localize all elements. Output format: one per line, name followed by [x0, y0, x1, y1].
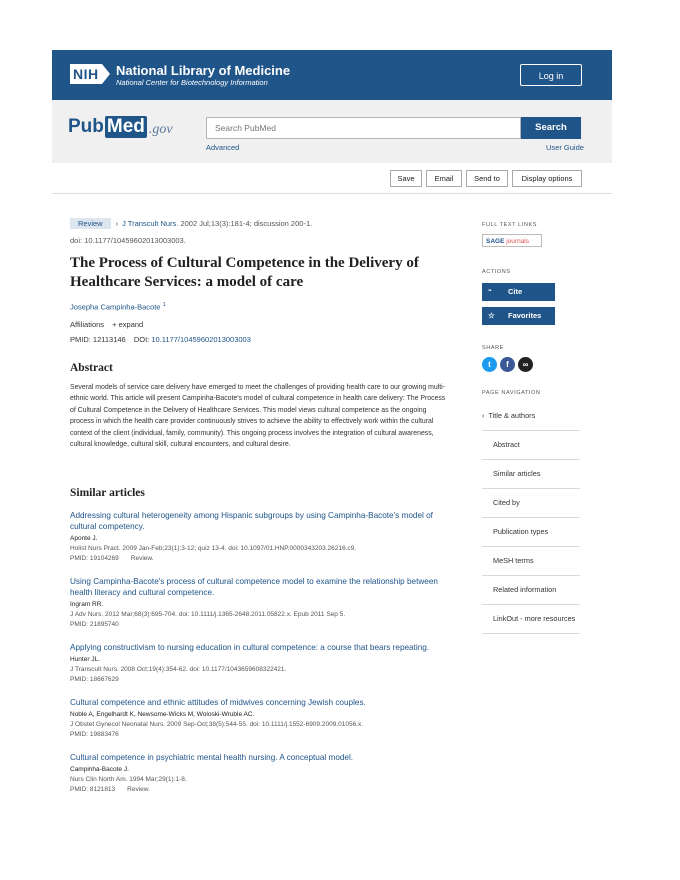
author-link[interactable] — [70, 302, 166, 312]
breadcrumb — [70, 218, 312, 229]
favorites-label: Favorites — [508, 311, 542, 320]
affiliations-row — [70, 320, 143, 329]
similar-article-authors: Ingram RR. — [70, 601, 104, 608]
login-button[interactable]: Log in — [520, 64, 582, 86]
nlm-wordmark[interactable] — [116, 63, 290, 88]
similar-article-authors: Aponte J. — [70, 535, 98, 542]
send-to-button[interactable]: Send to — [466, 170, 508, 187]
link-icon[interactable]: ∞ — [518, 357, 533, 372]
similar-article-tag: Review. — [130, 555, 154, 562]
nlm-header — [52, 50, 612, 100]
abstract-text: Several models of service care delivery have emerged to meet the challenges of providing health care to our growing multi-ethnic world. This article will present Campinha-Bacote's model of cultural competence in health care delivery: The Process of Cultural Competence in the Delivery of Healthcare Services. This model views cultural competence as the ongoing process in which the health care provider continuously strives to achieve the ability to effectively work within the cultural context of the client (individual, family, community). This ongoing process involves the integration of cultural awareness, cultural knowledge, cultural skill, cultural encounters, and cultural desire. — [70, 384, 446, 449]
share-buttons — [482, 357, 582, 372]
quote-icon: “ — [488, 287, 492, 296]
chevron-right-icon: › — [115, 219, 119, 228]
similar-articles-list — [70, 510, 455, 807]
similar-article-authors: Noble A, Engelhardt K, Newsome-Wicks M, Woloski-Wruble AC. — [70, 711, 255, 718]
citation-text: . 2002 Jul;13(3):181-4; discussion 200-1. — [176, 219, 313, 228]
author-name: Josepha Campinha-Bacote — [70, 302, 161, 312]
similar-article-authors: Hunter JL. — [70, 656, 100, 663]
doi-label: DOI: — [133, 335, 150, 344]
similar-article-title[interactable]: Cultural competence in psychiatric mental health nursing. A conceptual model. — [70, 753, 354, 762]
search-input[interactable]: Search PubMed — [206, 117, 521, 139]
doi-line: doi: 10.1177/10459602013003003. — [70, 236, 186, 245]
advanced-search-link[interactable]: Advanced — [206, 143, 240, 152]
similar-article-title[interactable]: Using Campinha-Bacote's process of cultural competence model to examine the relationship between health literacy and cultural competence. — [70, 577, 438, 597]
nav-abstract[interactable]: Abstract — [482, 431, 580, 460]
nih-logo[interactable] — [70, 64, 110, 84]
facebook-icon[interactable]: f — [500, 357, 515, 372]
similar-article-title[interactable]: Addressing cultural heterogeneity among Hispanic subgroups by using Campinha-Bacote's model of cultural competency. — [70, 511, 433, 531]
similar-article-title[interactable]: Cultural competence and ethnic attitudes of midwives concerning Jewish couples. — [70, 698, 366, 707]
right-sidebar — [482, 222, 582, 634]
nav-related-information[interactable]: Related information — [482, 576, 580, 605]
affiliations-label: Affiliations — [70, 320, 105, 329]
similar-article-pmid-row — [70, 675, 455, 685]
journal-link[interactable]: J Transcult Nurs — [122, 219, 177, 228]
doi-link[interactable]: 10.1177/10459602013003003 — [151, 335, 251, 344]
page-navigation-label: PAGE NAVIGATION — [482, 390, 541, 396]
similar-article — [70, 642, 455, 685]
expand-affiliations-button[interactable]: + expand — [112, 320, 144, 329]
identifiers-row — [70, 335, 251, 344]
nav-similar-articles[interactable]: Similar articles — [482, 460, 580, 489]
chevron-left-icon: ‹ — [482, 411, 485, 420]
nav-cited-by[interactable]: Cited by — [482, 489, 580, 518]
share-label: SHARE — [482, 345, 504, 351]
similar-article-source: Holist Nurs Pract. 2009 Jan-Feb;23(1):3-12; quiz 13-4. doi: 10.1097/01.HNP.0000343203.26216.c9. — [70, 545, 357, 552]
pubmed-logo[interactable] — [68, 116, 173, 138]
page-navigation — [482, 402, 582, 634]
pmid-label: PMID: 12113146 — [70, 335, 126, 344]
pubmed-search-bar — [52, 100, 612, 163]
similar-article-pmid: PMID: 8121813 — [70, 786, 116, 793]
full-text-links-label: FULL TEXT LINKS — [482, 222, 538, 228]
sage-journals-text: journals — [506, 238, 529, 245]
similar-article-title[interactable]: Applying constructivism to nursing education in cultural competence: a course that bears repeating. — [70, 643, 430, 652]
sage-brand: SAGE — [486, 238, 505, 245]
similar-article-pmid-row — [70, 785, 455, 795]
search-button[interactable]: Search — [521, 117, 581, 139]
nih-mark: NIH — [70, 64, 102, 84]
similar-article-source: J Transcult Nurs. 2008 Oct;19(4):354-62. doi: 10.1177/1043659608322421. — [70, 666, 287, 673]
sage-journals-link[interactable] — [482, 234, 542, 247]
abstract-heading: Abstract — [70, 362, 113, 374]
nav-publication-types[interactable]: Publication types — [482, 518, 580, 547]
nlm-title: National Library of Medicine — [116, 63, 291, 78]
similar-article-source: Nurs Clin North Am. 1994 Mar;29(1):1-8. — [70, 776, 187, 783]
similar-article-pmid: PMID: 19883476 — [70, 731, 119, 738]
similar-article-pmid-row — [70, 730, 455, 740]
similar-article-tag: Review. — [127, 786, 150, 793]
similar-article-pmid-row — [70, 620, 455, 630]
similar-article — [70, 510, 455, 564]
nih-arrow-icon — [102, 64, 110, 84]
similar-article — [70, 576, 455, 630]
logo-med: Med — [106, 116, 145, 137]
logo-gov: .gov — [148, 122, 173, 137]
logo-pub: Pub — [68, 116, 104, 137]
nav-label: Title & authors — [488, 411, 536, 420]
display-options-button[interactable]: Display options — [512, 170, 582, 187]
similar-article-source: J Obstet Gynecol Neonatal Nurs. 2009 Sep-Oct;38(5):544-55. doi: 10.1111/j.1552-6909.2009.01056.x. — [70, 721, 364, 728]
user-guide-link[interactable]: User Guide — [546, 143, 584, 152]
article-title: The Process of Cultural Competence in the Delivery of Healthcare Services: a model of care — [70, 255, 419, 290]
similar-article-pmid-row — [70, 554, 455, 564]
actions-label: ACTIONS — [482, 269, 511, 275]
nav-title-authors[interactable] — [482, 402, 580, 431]
article-toolbar — [52, 163, 612, 194]
nav-mesh-terms[interactable]: MeSH terms — [482, 547, 580, 576]
twitter-icon[interactable]: t — [482, 357, 497, 372]
nlm-subtitle: National Center for Biotechnology Information — [116, 78, 268, 87]
nav-linkout[interactable]: LinkOut - more resources — [482, 605, 580, 634]
cite-button[interactable] — [482, 283, 555, 301]
similar-article — [70, 752, 455, 795]
similar-article-pmid: PMID: 21895740 — [70, 621, 119, 628]
similar-article-authors: Campinha-Bacote J. — [70, 766, 129, 773]
similar-articles-heading: Similar articles — [70, 487, 145, 499]
cite-label: Cite — [508, 287, 523, 296]
similar-article-pmid: PMID: 19104269 — [70, 555, 119, 562]
star-icon: ☆ — [488, 311, 495, 320]
email-button[interactable]: Email — [426, 170, 462, 187]
review-badge: Review — [70, 218, 111, 229]
author-affiliation-marker[interactable]: 1 — [162, 302, 166, 308]
favorites-button[interactable] — [482, 307, 555, 325]
similar-article-pmid: PMID: 18667629 — [70, 676, 119, 683]
similar-article — [70, 697, 455, 740]
save-button[interactable]: Save — [390, 170, 422, 187]
similar-article-source: J Adv Nurs. 2012 Mar;68(3):695-704. doi: 10.1111/j.1365-2648.2011.05822.x. Epub 2011 Sep 5. — [70, 611, 346, 618]
